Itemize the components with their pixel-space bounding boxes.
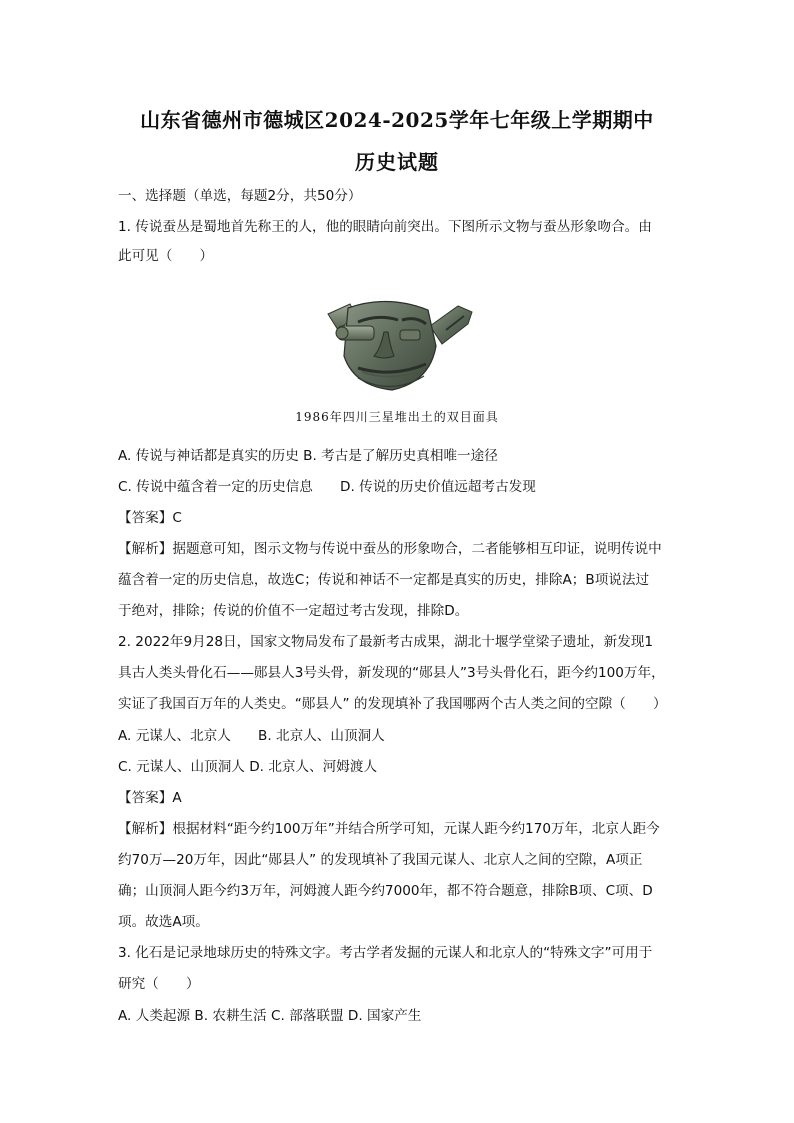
q2-analysis-line4: 项。故选A项。 [118,914,209,930]
q1-analysis-line2: 蕴含着一定的历史信息，故选C；传说和神话不一定都是真实的历史，排除A；B项说法过 [118,572,650,588]
q1-options-line2: C. 传说中蕴含着一定的历史信息 D. 传说的历史价值远超考古发现 [118,479,536,495]
q1-analysis-line1: 【解析】据题意可知，图示文物与传说中蚕丛的形象吻合，二者能够相互印证，说明传说中 [118,541,662,557]
q2-options-line2: C. 元谋人、山顶洞人 D. 北京人、河姆渡人 [118,759,378,775]
q1-options-line1: A. 传说与神话都是真实的历史 B. 考古是了解历史真相唯一途径 [118,448,498,464]
q2-stem-line1: 2. 2022年9月28日，国家文物局发布了最新考古成果，湖北十堰学堂梁子遗址，新发现1 [118,634,654,650]
q2-answer: 【答案】A [118,790,182,806]
q3-stem-line1: 3. 化石是记录地球历史的特殊文字。考古学者发掘的元谋人和北京人的“特殊文字”可用于 [118,945,653,961]
section-heading: 一、选择题（单选，每题2分，共50分） [118,188,362,204]
q1-stem-line2: 此可见（ ） [118,248,214,264]
q2-stem-line2: 具古人类头骨化石——郧县人3号头骨，新发现的“郧县人”3号头骨化石，距今约100万年， [118,665,665,681]
document-title: 山东省德州市德城区2024-2025学年七年级上学期期中 [140,108,654,132]
q1-stem-line1: 1. 传说蚕丛是蜀地首先称王的人，他的眼睛向前突出。下图所示文物与蚕丛形象吻合。由 [118,219,652,235]
q2-options-line1: A. 元谋人、北京人 B. 北京人、山顶洞人 [118,728,385,744]
q1-answer: 【答案】C [118,510,182,526]
q2-analysis-line1: 【解析】根据材料“距今约100万年”并结合所学可知，元谋人距今约170万年，北京人距今 [118,821,660,837]
q2-analysis-line2: 约70万—20万年，因此“郧县人” 的发现填补了我国元谋人、北京人之间的空隙，A项正 [118,852,643,868]
q2-analysis-line3: 确；山顶洞人距今约3万年，河姆渡人距今约7000年，都不符合题意，排除B项、C项、D [118,883,653,899]
q3-stem-line2: 研究（ ） [118,976,200,992]
q2-stem-line3: 实证了我国百万年的人类史。“郧县人” 的发现填补了我国哪两个古人类之间的空隙（ ） [118,696,667,712]
q3-options-line1: A. 人类起源 B. 农耕生活 C. 部落联盟 D. 国家产生 [118,1008,422,1024]
q1-analysis-line3: 于绝对，排除；传说的价值不一定超过考古发现，排除D。 [118,603,469,619]
bronze-mask-image [318,286,480,398]
figure-caption: 1986年四川三星堆出土的双目面具 [295,410,499,424]
document-subtitle: 历史试题 [355,150,439,174]
